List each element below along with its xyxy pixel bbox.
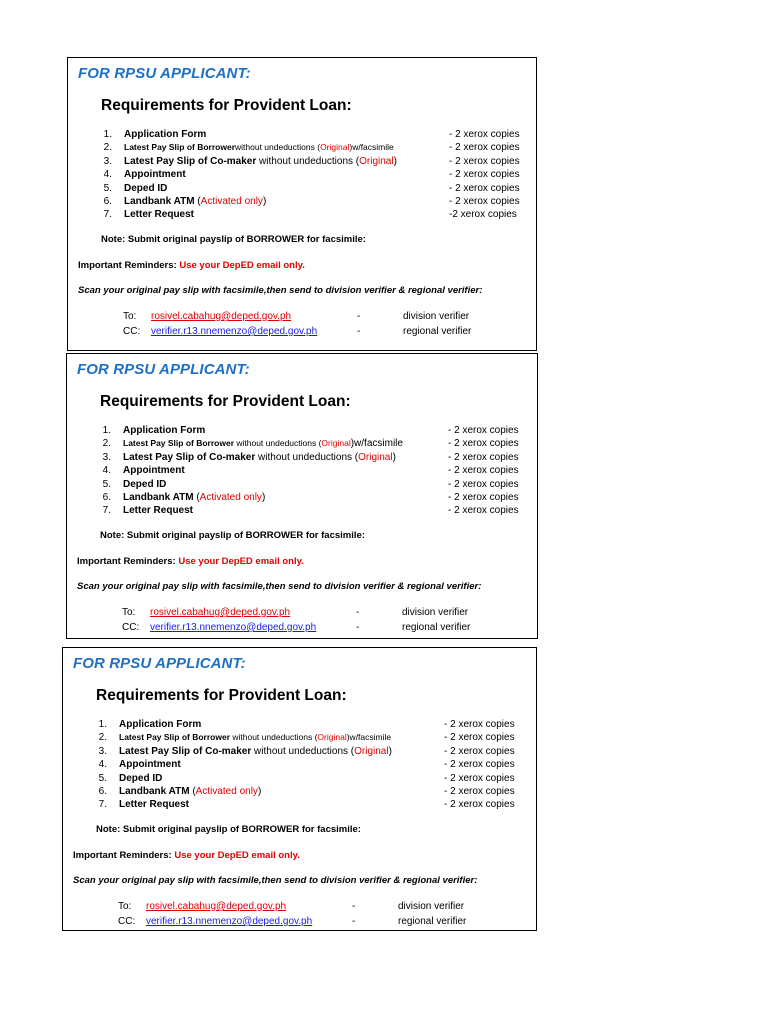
item-text-part: Deped ID bbox=[124, 182, 168, 194]
important-reminder bbox=[73, 850, 300, 861]
item-text-part: Landbank ATM bbox=[124, 195, 195, 207]
requirement-item bbox=[95, 437, 535, 450]
item-copies: - 2 xerox copies bbox=[449, 195, 520, 207]
cc-email-link[interactable]: verifier.r13.nnemenzo@deped.gov.ph bbox=[146, 915, 313, 927]
item-text bbox=[119, 718, 201, 731]
item-text-part: ) bbox=[393, 155, 397, 167]
requirement-item bbox=[95, 424, 535, 437]
to-role: division verifier bbox=[402, 606, 469, 618]
item-copies: - 2 xerox copies bbox=[448, 491, 519, 503]
scan-instructions: Scan your original pay slip with facsimile,then send to division verifier & regional verifier: bbox=[73, 874, 478, 886]
note-text: Note: Submit original payslip of BORROWER for facsimile: bbox=[101, 233, 366, 245]
requirement-item bbox=[96, 195, 536, 208]
item-text-part: Latest Pay Slip of Co-maker bbox=[119, 745, 252, 757]
item-number: 6. bbox=[98, 785, 107, 797]
item-copies: - 2 xerox copies bbox=[448, 451, 519, 463]
cc-role: regional verifier bbox=[403, 325, 472, 337]
card-heading: FOR RPSU APPLICANT: bbox=[73, 655, 246, 672]
item-text-part: Appointment bbox=[124, 169, 186, 181]
requirement-item bbox=[96, 182, 536, 195]
item-text bbox=[123, 464, 185, 477]
item-copies: - 2 xerox copies bbox=[449, 182, 520, 194]
item-text bbox=[119, 731, 391, 744]
note-text: Note: Submit original payslip of BORROWER for facsimile: bbox=[100, 529, 365, 541]
rpsu-card-2 bbox=[66, 353, 538, 639]
requirement-item bbox=[95, 478, 535, 491]
to-dash: - bbox=[352, 900, 356, 912]
item-number: 5. bbox=[102, 478, 111, 490]
item-text-part: without undeductions ( bbox=[251, 745, 355, 757]
item-text-part: Original bbox=[317, 732, 347, 743]
item-copies: - 2 xerox copies bbox=[444, 772, 515, 784]
requirement-item bbox=[96, 155, 536, 168]
item-text-part: Landbank ATM bbox=[119, 785, 190, 797]
item-text bbox=[119, 798, 189, 811]
important-reminder bbox=[77, 556, 304, 567]
to-email-link[interactable]: rosivel.cabahug@deped.gov.ph bbox=[150, 606, 291, 618]
item-text bbox=[124, 155, 397, 168]
item-text-part: Letter Request bbox=[124, 209, 195, 221]
card-heading: FOR RPSU APPLICANT: bbox=[78, 65, 251, 82]
item-text-part: ) bbox=[392, 451, 396, 463]
requirements-list bbox=[95, 424, 535, 518]
requirement-item bbox=[91, 731, 531, 744]
item-text-part: ( bbox=[189, 785, 196, 797]
requirement-item bbox=[91, 745, 531, 758]
to-label: To: bbox=[118, 900, 132, 912]
item-text bbox=[119, 758, 181, 771]
item-number: 5. bbox=[98, 772, 107, 784]
item-copies: - 2 xerox copies bbox=[444, 732, 515, 744]
item-copies: -2 xerox copies bbox=[449, 209, 517, 221]
to-email-link[interactable]: rosivel.cabahug@deped.gov.ph bbox=[151, 310, 292, 322]
to-email-link[interactable]: rosivel.cabahug@deped.gov.ph bbox=[146, 900, 287, 912]
requirement-item bbox=[91, 785, 531, 798]
requirement-item bbox=[95, 451, 535, 464]
item-text-part: Latest Pay Slip of Borrower bbox=[124, 142, 235, 153]
item-number: 2. bbox=[103, 142, 112, 154]
cc-email-link[interactable]: verifier.r13.nnemenzo@deped.gov.ph bbox=[150, 621, 317, 633]
item-number: 2. bbox=[102, 438, 111, 450]
to-role: division verifier bbox=[403, 310, 470, 322]
item-text-part: Latest Pay Slip of Borrower bbox=[123, 438, 234, 449]
item-number: 1. bbox=[98, 719, 107, 730]
requirement-item bbox=[96, 128, 536, 141]
item-number: 5. bbox=[103, 182, 112, 194]
cc-role: regional verifier bbox=[402, 621, 471, 633]
item-copies: - 2 xerox copies bbox=[448, 425, 519, 436]
item-number: 4. bbox=[98, 759, 107, 771]
requirement-item bbox=[96, 208, 536, 221]
card-title: Requirements for Provident Loan: bbox=[100, 393, 351, 410]
item-text bbox=[124, 141, 394, 154]
item-text-part: Original bbox=[359, 155, 394, 167]
cc-label: CC: bbox=[123, 325, 141, 337]
cc-email-link[interactable]: verifier.r13.nnemenzo@deped.gov.ph bbox=[151, 325, 318, 337]
item-text-part: ) bbox=[262, 195, 267, 207]
important-reminder bbox=[78, 260, 305, 271]
to-role: division verifier bbox=[398, 900, 465, 912]
note-text: Note: Submit original payslip of BORROWER for facsimile: bbox=[96, 823, 361, 835]
item-number: 3. bbox=[98, 745, 107, 757]
item-copies: - 2 xerox copies bbox=[449, 129, 520, 140]
item-text bbox=[123, 491, 265, 504]
item-text bbox=[119, 785, 261, 798]
requirement-item bbox=[96, 141, 536, 154]
item-text bbox=[123, 424, 205, 437]
item-number: 7. bbox=[98, 799, 107, 811]
item-number: 4. bbox=[103, 169, 112, 181]
item-text bbox=[124, 182, 167, 195]
card-heading: FOR RPSU APPLICANT: bbox=[77, 361, 250, 378]
cc-dash: - bbox=[356, 621, 360, 633]
requirement-item bbox=[96, 168, 536, 181]
item-number: 4. bbox=[102, 465, 111, 477]
item-number: 1. bbox=[102, 425, 111, 436]
item-text-part: Appointment bbox=[123, 465, 185, 477]
requirement-item bbox=[95, 504, 535, 517]
item-text-part: without undeductions ( bbox=[256, 155, 360, 167]
card-title: Requirements for Provident Loan: bbox=[101, 97, 352, 114]
item-text-part: )w/facsimile bbox=[349, 142, 394, 153]
item-text-part: without undeductions ( bbox=[230, 732, 318, 743]
item-copies: - 2 xerox copies bbox=[449, 142, 520, 154]
item-text-part: Letter Request bbox=[119, 799, 190, 811]
reminder-text: Use your DepED email only. bbox=[174, 849, 300, 861]
reminder-label: Important Reminders: bbox=[73, 849, 175, 861]
item-number: 6. bbox=[102, 491, 111, 503]
item-text-part: Original bbox=[321, 438, 351, 449]
cc-role: regional verifier bbox=[398, 915, 467, 927]
item-text bbox=[124, 128, 206, 141]
item-text-part: Latest Pay Slip of Co-maker bbox=[123, 451, 256, 463]
item-text-part: Original bbox=[358, 451, 393, 463]
reminder-text: Use your DepED email only. bbox=[179, 259, 305, 271]
requirement-item bbox=[91, 758, 531, 771]
to-label: To: bbox=[122, 606, 136, 618]
item-text-part: without undeductions ( bbox=[234, 438, 322, 449]
item-text bbox=[124, 168, 186, 181]
item-text bbox=[123, 478, 166, 491]
item-text-part: )w/facsimile bbox=[350, 438, 403, 450]
item-text-part: Latest Pay Slip of Borrower bbox=[119, 732, 230, 743]
requirement-item bbox=[95, 491, 535, 504]
item-text-part: ( bbox=[193, 491, 200, 503]
cc-dash: - bbox=[352, 915, 356, 927]
item-text-part: Application Form bbox=[124, 129, 207, 140]
item-copies: - 2 xerox copies bbox=[444, 785, 515, 797]
rpsu-card-1 bbox=[67, 57, 537, 351]
requirements-list bbox=[91, 718, 531, 812]
item-text bbox=[124, 195, 266, 208]
item-text bbox=[119, 745, 392, 758]
cc-label: CC: bbox=[118, 915, 136, 927]
cc-label: CC: bbox=[122, 621, 140, 633]
item-text-part: ( bbox=[194, 195, 201, 207]
item-text bbox=[123, 504, 193, 517]
rpsu-card-3 bbox=[62, 647, 537, 931]
item-text-part: Activated only bbox=[200, 195, 263, 207]
item-copies: - 2 xerox copies bbox=[448, 505, 519, 517]
to-label: To: bbox=[123, 310, 137, 322]
item-text-part: Deped ID bbox=[119, 772, 163, 784]
item-text bbox=[123, 437, 403, 450]
item-copies: - 2 xerox copies bbox=[444, 759, 515, 771]
item-text-part: without undeductions ( bbox=[255, 451, 359, 463]
item-copies: - 2 xerox copies bbox=[444, 799, 515, 811]
item-text-part: Application Form bbox=[119, 719, 202, 730]
requirement-item bbox=[91, 798, 531, 811]
item-text-part: Activated only bbox=[199, 491, 262, 503]
to-dash: - bbox=[357, 310, 361, 322]
reminder-text: Use your DepED email only. bbox=[178, 555, 304, 567]
item-text-part: ) bbox=[388, 745, 392, 757]
item-copies: - 2 xerox copies bbox=[444, 745, 515, 757]
item-copies: - 2 xerox copies bbox=[448, 438, 519, 450]
item-text bbox=[124, 208, 194, 221]
reminder-label: Important Reminders: bbox=[78, 259, 180, 271]
item-text-part: Latest Pay Slip of Co-maker bbox=[124, 155, 257, 167]
scan-instructions: Scan your original pay slip with facsimile,then send to division verifier & regional verifier: bbox=[77, 580, 482, 592]
reminder-label: Important Reminders: bbox=[77, 555, 179, 567]
item-text-part: ) bbox=[261, 491, 266, 503]
item-text bbox=[119, 772, 162, 785]
item-copies: - 2 xerox copies bbox=[448, 465, 519, 477]
item-text-part: Original bbox=[320, 142, 350, 153]
to-dash: - bbox=[356, 606, 360, 618]
item-text-part: without undeductions ( bbox=[235, 142, 321, 153]
requirements-list bbox=[96, 128, 536, 222]
item-number: 1. bbox=[103, 129, 112, 140]
scan-instructions: Scan your original pay slip with facsimile,then send to division verifier & regional verifier: bbox=[78, 284, 483, 296]
item-number: 6. bbox=[103, 195, 112, 207]
item-text-part: )w/facsimile bbox=[346, 732, 392, 743]
item-text-part: Letter Request bbox=[123, 505, 194, 517]
item-text bbox=[123, 451, 396, 464]
item-text-part: Landbank ATM bbox=[123, 491, 194, 503]
item-text-part: Activated only bbox=[195, 785, 258, 797]
requirement-item bbox=[91, 772, 531, 785]
card-title: Requirements for Provident Loan: bbox=[96, 687, 347, 704]
item-number: 3. bbox=[103, 155, 112, 167]
item-text-part: Appointment bbox=[119, 759, 181, 771]
item-number: 7. bbox=[102, 505, 111, 517]
item-copies: - 2 xerox copies bbox=[444, 719, 515, 730]
item-number: 7. bbox=[103, 209, 112, 221]
requirement-item bbox=[91, 718, 531, 731]
item-copies: - 2 xerox copies bbox=[449, 155, 520, 167]
item-text-part: Deped ID bbox=[123, 478, 167, 490]
item-number: 2. bbox=[98, 732, 107, 744]
item-number: 3. bbox=[102, 451, 111, 463]
item-copies: - 2 xerox copies bbox=[448, 478, 519, 490]
requirement-item bbox=[95, 464, 535, 477]
cc-dash: - bbox=[357, 325, 361, 337]
item-text-part: ) bbox=[257, 785, 262, 797]
item-text-part: Original bbox=[354, 745, 389, 757]
item-text-part: Application Form bbox=[123, 425, 206, 436]
item-copies: - 2 xerox copies bbox=[449, 169, 520, 181]
